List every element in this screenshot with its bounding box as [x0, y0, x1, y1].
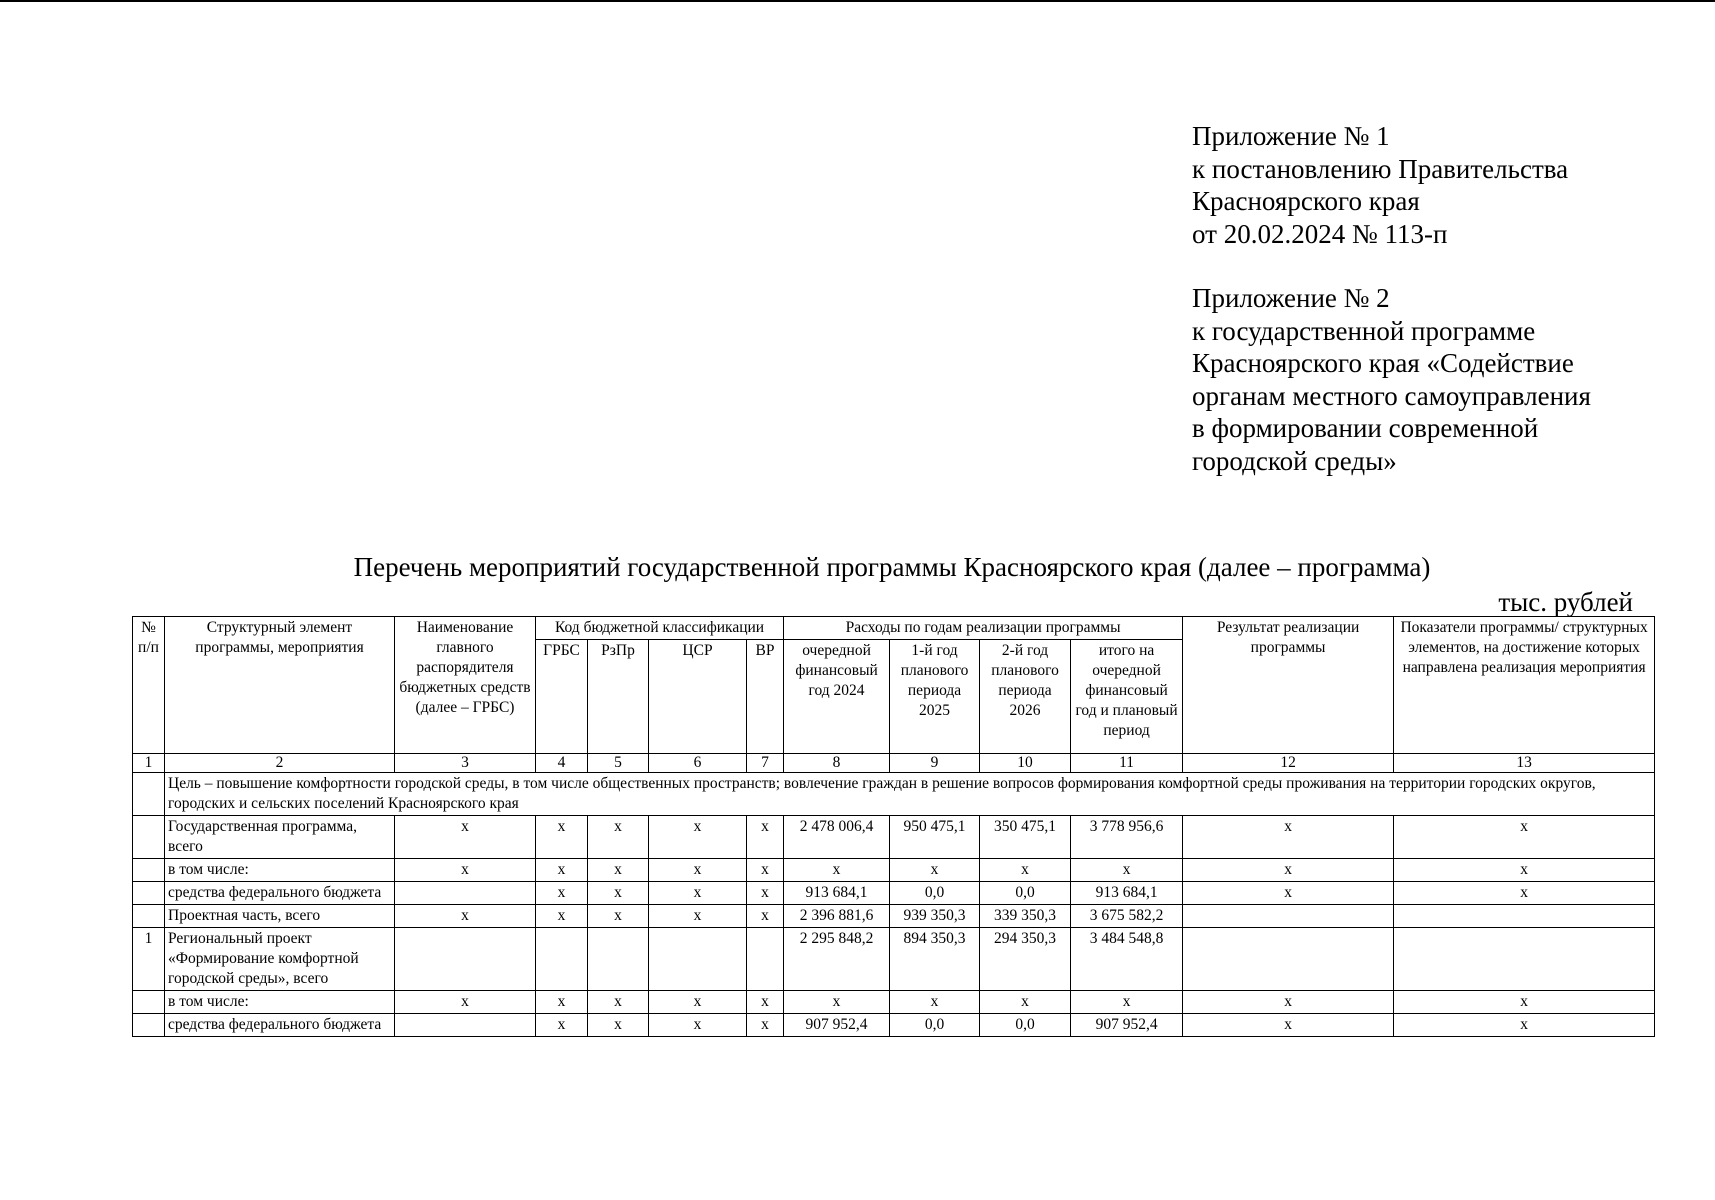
- cell-y2024: 2 478 006,4: [784, 816, 890, 859]
- cell-vr: х: [747, 1014, 784, 1037]
- cell-csr: х: [649, 859, 747, 882]
- cell-grbs-name: х: [395, 859, 536, 882]
- appendix-2-line: Красноярского края «Содействие: [1192, 348, 1574, 378]
- top-border-line: [0, 0, 1715, 2]
- cell-indicators: [1394, 905, 1655, 928]
- column-number: 3: [395, 754, 536, 773]
- cell-result: х: [1183, 882, 1394, 905]
- cell-rzpr: х: [588, 882, 649, 905]
- cell-result: х: [1183, 816, 1394, 859]
- cell-csr: х: [649, 991, 747, 1014]
- cell-y2024: х: [784, 991, 890, 1014]
- column-number: 9: [890, 754, 980, 773]
- cell-grbs-name: [395, 882, 536, 905]
- cell-vr: х: [747, 991, 784, 1014]
- cell-element: Проектная часть, всего: [165, 905, 395, 928]
- cell-y2025: 939 350,3: [890, 905, 980, 928]
- cell-grbs-name: х: [395, 816, 536, 859]
- cell-total: 3 675 582,2: [1071, 905, 1183, 928]
- cell-vr: х: [747, 882, 784, 905]
- cell-element: в том числе:: [165, 991, 395, 1014]
- cell-grbs: х: [536, 905, 588, 928]
- cell-indicators: х: [1394, 882, 1655, 905]
- table-row: [133, 905, 1655, 928]
- cell-csr: [649, 928, 747, 991]
- cell-total: х: [1071, 859, 1183, 882]
- cell-num: 1: [133, 928, 165, 991]
- cell-num: [133, 905, 165, 928]
- cell-grbs: х: [536, 1014, 588, 1037]
- header-indicators: Показатели программы/ структурных элементов, на достижение которых направлена реализация мероприятия: [1394, 617, 1655, 754]
- appendix-1-line: Красноярского края: [1192, 186, 1420, 216]
- units-label: тыс. рублей: [1498, 587, 1633, 617]
- cell-y2025: х: [890, 991, 980, 1014]
- column-number: 2: [165, 754, 395, 773]
- table-row: [133, 859, 1655, 882]
- appendix-2-block: [1192, 282, 1591, 477]
- cell-grbs-name: [395, 928, 536, 991]
- cell-csr: х: [649, 882, 747, 905]
- cell-grbs: [536, 928, 588, 991]
- cell-result: х: [1183, 1014, 1394, 1037]
- header-grbs-name: Наименование главного распорядителя бюджетных средств (далее – ГРБС): [395, 617, 536, 754]
- table-row: [133, 816, 1655, 859]
- cell-y2026: 0,0: [980, 882, 1071, 905]
- cell-y2025: 0,0: [890, 882, 980, 905]
- column-number: 5: [588, 754, 649, 773]
- column-number: 6: [649, 754, 747, 773]
- cell-result: [1183, 905, 1394, 928]
- cell-y2026: 0,0: [980, 1014, 1071, 1037]
- cell-csr: х: [649, 905, 747, 928]
- column-number: 12: [1183, 754, 1394, 773]
- cell-element: Региональный проект «Формирование комфортной городской среды», всего: [165, 928, 395, 991]
- cell-rzpr: х: [588, 991, 649, 1014]
- cell-total: 907 952,4: [1071, 1014, 1183, 1037]
- goal-num-cell: [133, 773, 165, 816]
- cell-vr: х: [747, 905, 784, 928]
- column-number: 10: [980, 754, 1071, 773]
- cell-indicators: х: [1394, 1014, 1655, 1037]
- header-vr: ВР: [747, 640, 784, 754]
- appendix-2-line: в формировании современной: [1192, 413, 1539, 443]
- table-row: [133, 1014, 1655, 1037]
- goal-text: Цель – повышение комфортности городской среды, в том числе общественных пространств; вовлечение граждан в решение вопросов формирования комфортной среды проживания на территории городских округов, городских и сельских поселений Красноярского края: [165, 773, 1655, 816]
- header-expenses: Расходы по годам реализации программы: [784, 617, 1183, 640]
- cell-y2025: 894 350,3: [890, 928, 980, 991]
- table-row: [133, 882, 1655, 905]
- cell-result: х: [1183, 859, 1394, 882]
- column-number: 8: [784, 754, 890, 773]
- cell-element: средства федерального бюджета: [165, 882, 395, 905]
- header-budget-code: Код бюджетной классификации: [536, 617, 784, 640]
- cell-num: [133, 859, 165, 882]
- cell-result: х: [1183, 991, 1394, 1014]
- cell-grbs-name: [395, 1014, 536, 1037]
- cell-indicators: х: [1394, 991, 1655, 1014]
- column-number: 7: [747, 754, 784, 773]
- cell-y2025: х: [890, 859, 980, 882]
- appendix-2-line: городской среды»: [1192, 445, 1397, 476]
- appendix-2-line: Приложение № 2: [1192, 283, 1390, 313]
- column-number-row: [133, 754, 1655, 773]
- cell-y2026: 294 350,3: [980, 928, 1071, 991]
- table-header-row: [133, 617, 1655, 640]
- cell-result: [1183, 928, 1394, 991]
- header-total: итого на очередной финансовый год и плановый период: [1071, 640, 1183, 754]
- cell-grbs-name: х: [395, 905, 536, 928]
- header-num: № п/п: [133, 617, 165, 754]
- cell-num: [133, 1014, 165, 1037]
- document-title: Перечень мероприятий государственной программы Красноярского края (далее – программа): [353, 552, 1431, 582]
- cell-total: х: [1071, 991, 1183, 1014]
- cell-rzpr: х: [588, 905, 649, 928]
- appendix-1-block: [1192, 120, 1568, 250]
- header-y2024: очередной финансовый год 2024: [784, 640, 890, 754]
- appendix-2-line: органам местного самоуправления: [1192, 380, 1591, 411]
- cell-y2026: 350 475,1: [980, 816, 1071, 859]
- cell-y2024: 2 295 848,2: [784, 928, 890, 991]
- cell-num: [133, 991, 165, 1014]
- cell-rzpr: х: [588, 859, 649, 882]
- cell-indicators: [1394, 928, 1655, 991]
- header-grbs: ГРБС: [536, 640, 588, 754]
- column-number: 13: [1394, 754, 1655, 773]
- cell-grbs-name: х: [395, 991, 536, 1014]
- header-rzpr: РзПр: [588, 640, 649, 754]
- goal-row: [133, 773, 1655, 816]
- cell-element: в том числе:: [165, 859, 395, 882]
- cell-y2026: 339 350,3: [980, 905, 1071, 928]
- cell-vr: [747, 928, 784, 991]
- cell-grbs: х: [536, 882, 588, 905]
- cell-grbs: х: [536, 816, 588, 859]
- cell-rzpr: [588, 928, 649, 991]
- table-row: [133, 928, 1655, 991]
- column-number: 11: [1071, 754, 1183, 773]
- cell-rzpr: х: [588, 1014, 649, 1037]
- cell-num: [133, 816, 165, 859]
- appendix-1-line: к постановлению Правительства: [1192, 153, 1569, 184]
- cell-indicators: х: [1394, 859, 1655, 882]
- cell-grbs: х: [536, 859, 588, 882]
- header-y2026: 2-й год планового периода 2026: [980, 640, 1071, 754]
- cell-y2026: х: [980, 859, 1071, 882]
- header-csr: ЦСР: [649, 640, 747, 754]
- header-result: Результат реализации программы: [1183, 617, 1394, 754]
- cell-csr: х: [649, 816, 747, 859]
- cell-indicators: х: [1394, 816, 1655, 859]
- cell-total: 3 484 548,8: [1071, 928, 1183, 991]
- cell-vr: х: [747, 859, 784, 882]
- cell-vr: х: [747, 816, 784, 859]
- cell-y2024: 2 396 881,6: [784, 905, 890, 928]
- measures-table: [132, 616, 1655, 1037]
- cell-y2025: 950 475,1: [890, 816, 980, 859]
- table-body: [133, 816, 1655, 1037]
- cell-y2024: 913 684,1: [784, 882, 890, 905]
- appendix-1-line: Приложение № 1: [1192, 121, 1390, 151]
- appendix-2-line: к государственной программе: [1192, 315, 1536, 346]
- column-number: 1: [133, 754, 165, 773]
- cell-y2025: 0,0: [890, 1014, 980, 1037]
- cell-y2024: х: [784, 859, 890, 882]
- cell-element: средства федерального бюджета: [165, 1014, 395, 1037]
- cell-y2026: х: [980, 991, 1071, 1014]
- cell-grbs: х: [536, 991, 588, 1014]
- cell-rzpr: х: [588, 816, 649, 859]
- cell-total: 913 684,1: [1071, 882, 1183, 905]
- table-row: [133, 991, 1655, 1014]
- cell-y2024: 907 952,4: [784, 1014, 890, 1037]
- cell-csr: х: [649, 1014, 747, 1037]
- column-number: 4: [536, 754, 588, 773]
- cell-num: [133, 882, 165, 905]
- appendix-1-line: от 20.02.2024 № 113-п: [1192, 218, 1448, 249]
- header-y2025: 1-й год планового периода 2025: [890, 640, 980, 754]
- cell-element: Государственная программа, всего: [165, 816, 395, 859]
- header-element: Структурный элемент программы, мероприятия: [165, 617, 395, 754]
- cell-total: 3 778 956,6: [1071, 816, 1183, 859]
